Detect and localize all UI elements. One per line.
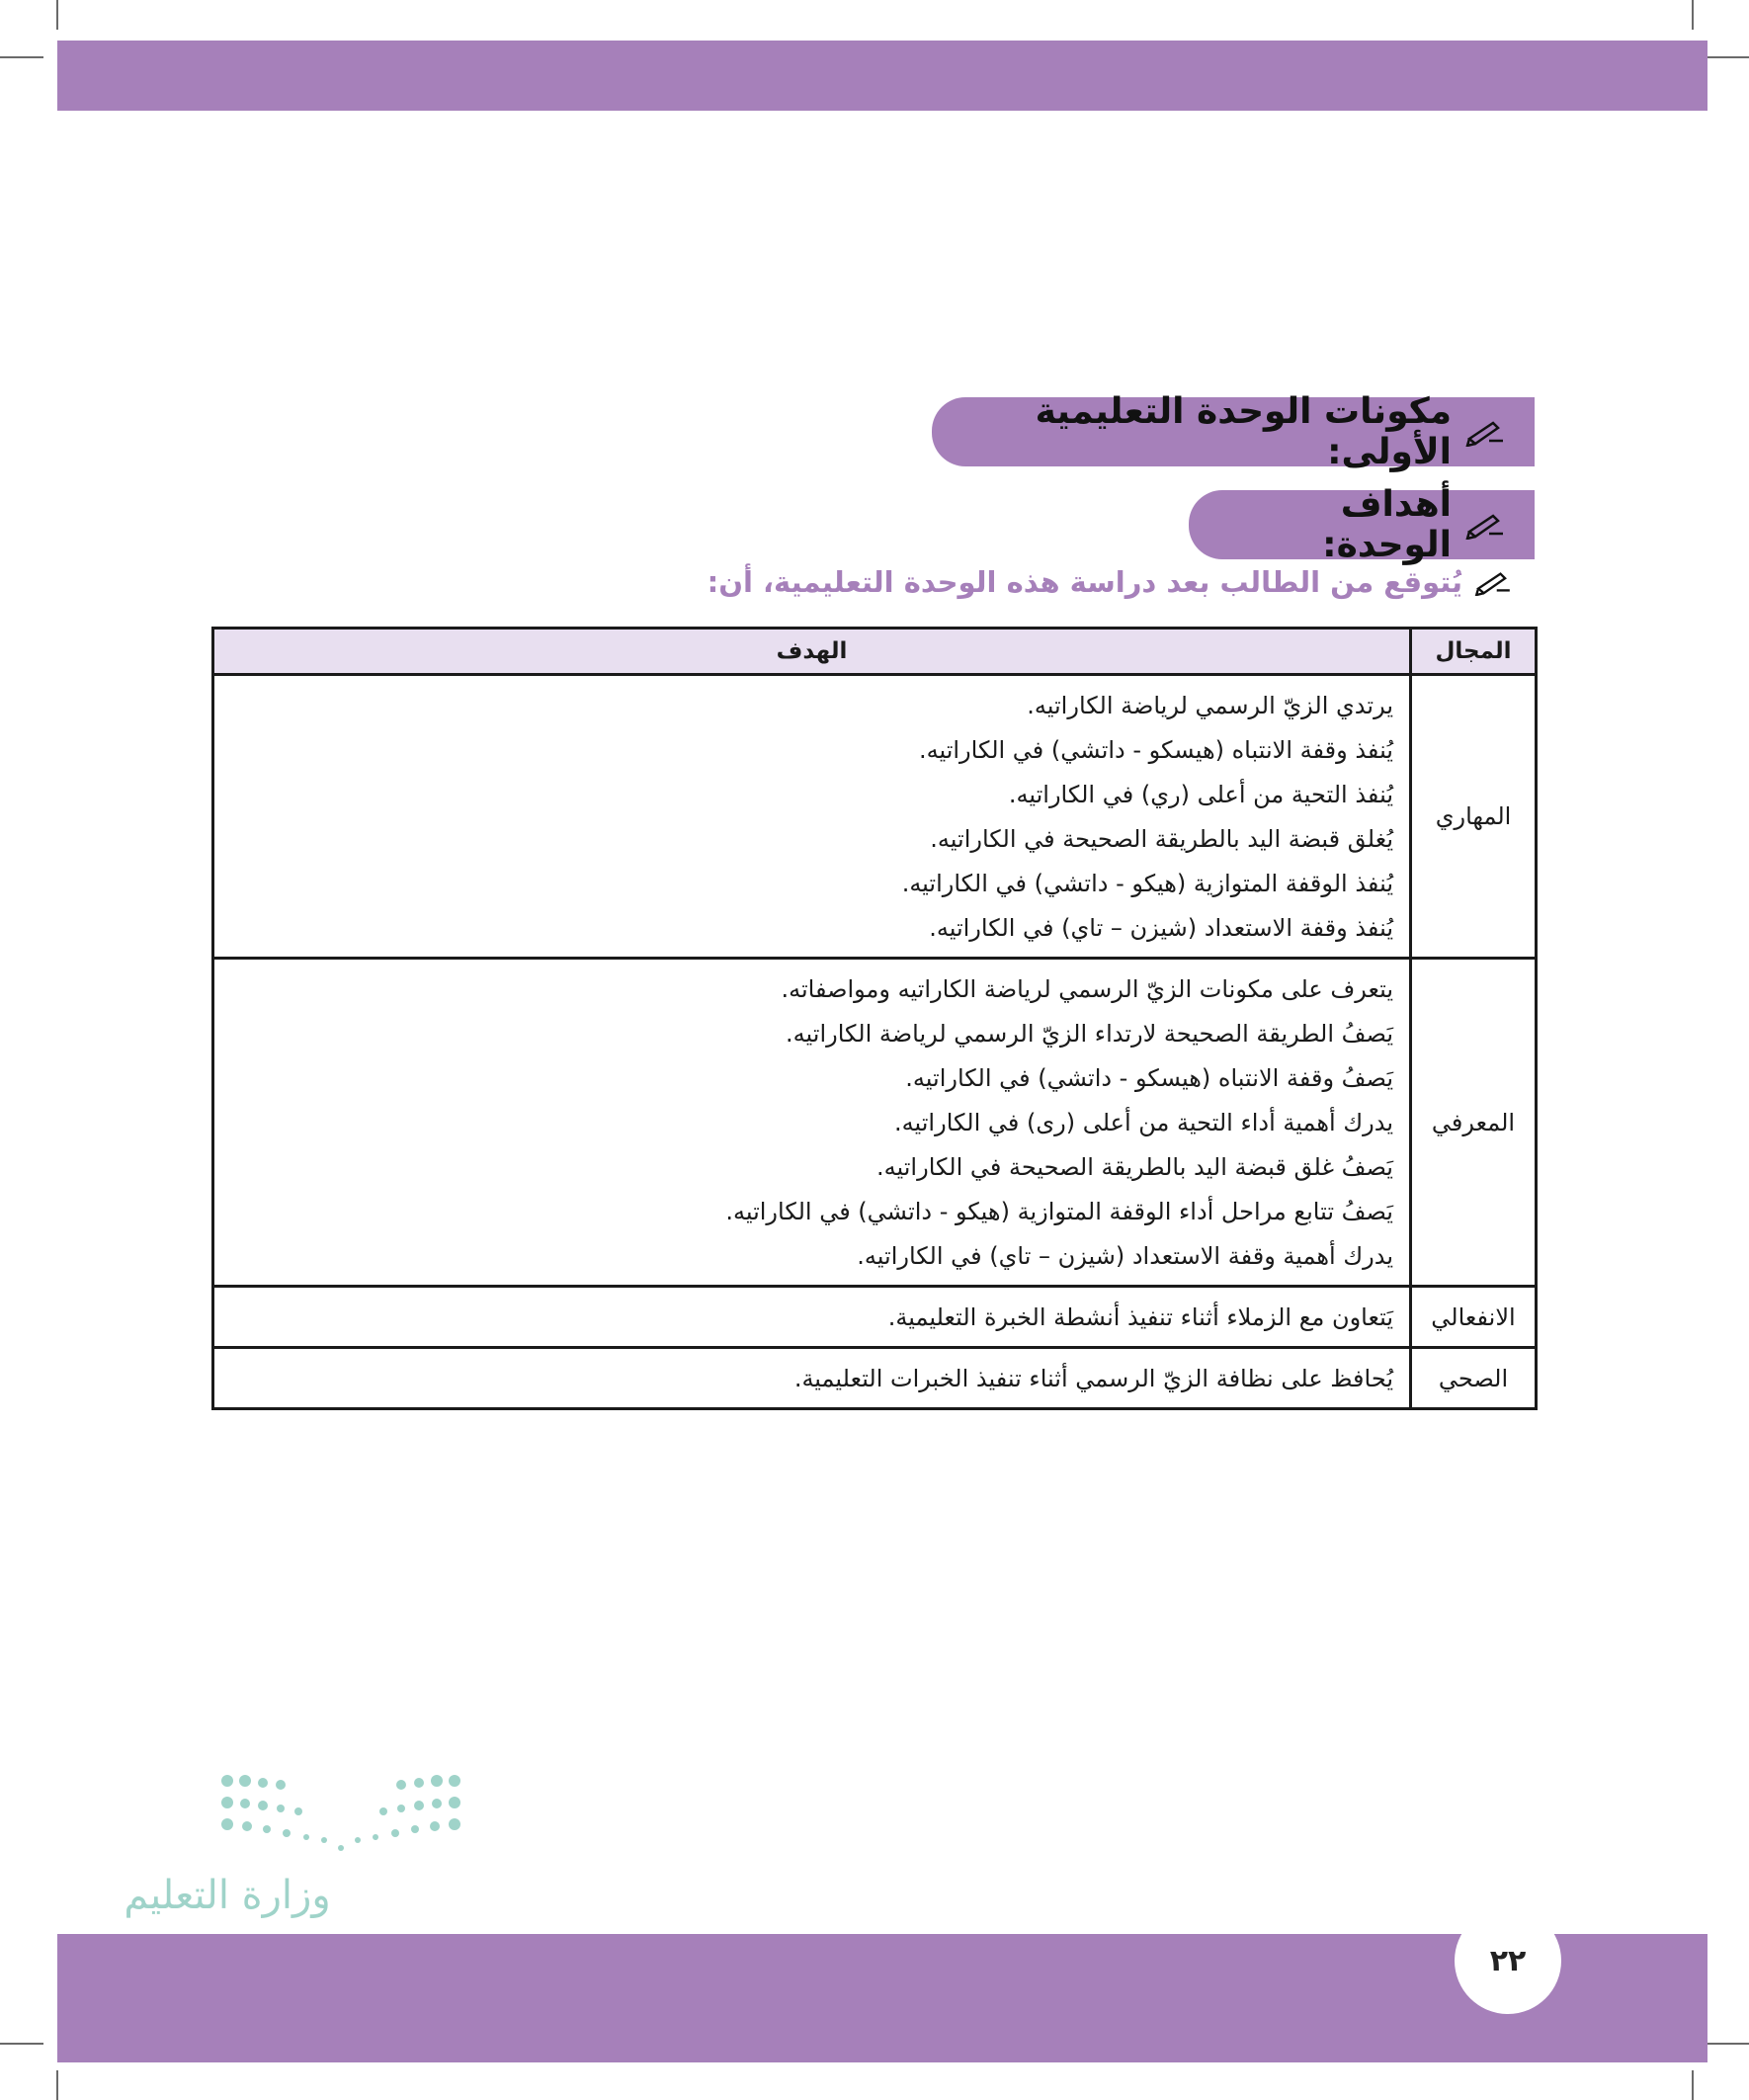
goal-item: يُغلق قبضة اليد بالطريقة الصحيحة في الكاراتيه. — [930, 825, 1393, 853]
writing-hand-icon — [1474, 568, 1512, 596]
goal-item: يتعرف على مكونات الزيّ الرسمي لرياضة الكاراتيه ومواصفاته. — [781, 975, 1393, 1003]
crop-mark — [0, 2043, 43, 2045]
goal-item: يرتدي الزيّ الرسمي لرياضة الكاراتيه. — [1027, 692, 1393, 719]
section-title: مكونات الوحدة التعليمية الأولى: — [1035, 391, 1452, 472]
section-heading — [932, 391, 1535, 472]
writing-hand-icon — [1465, 417, 1505, 447]
subsection-heading — [1189, 484, 1535, 565]
domain-header: المجال — [1411, 629, 1537, 675]
goal-cell — [213, 959, 1411, 1287]
domain-cell: المعرفي — [1411, 959, 1537, 1287]
crop-mark — [1692, 0, 1694, 30]
crop-mark — [1706, 56, 1749, 58]
page-number: ٢٢ — [1455, 1907, 1561, 2014]
goal-item: يُنفذ وقفة الاستعداد (شيزن – تاي) في الكاراتيه. — [929, 914, 1393, 942]
domain-cell: الصحي — [1411, 1348, 1537, 1409]
table-row — [213, 1348, 1537, 1409]
goal-cell — [213, 1287, 1411, 1348]
subsection-title: أهداف الوحدة: — [1322, 484, 1452, 565]
table-row — [213, 675, 1537, 959]
table-row — [213, 959, 1537, 1287]
table-header-row — [213, 629, 1537, 675]
crop-mark — [0, 56, 43, 58]
goal-item: يُنفذ التحية من أعلى (ري) في الكاراتيه. — [1008, 781, 1393, 808]
goal-item: يُحافظ على نظافة الزيّ الرسمي أثناء تنفيذ الخبرات التعليمية. — [793, 1365, 1393, 1392]
writing-hand-icon — [1465, 510, 1505, 540]
goal-item: يدرك أهمية أداء التحية من أعلى (رى) في الكاراتيه. — [894, 1109, 1393, 1136]
goal-item: يَصفُ وقفة الانتباه (هيسكو - داتشي) في الكاراتيه. — [905, 1064, 1393, 1092]
goal-item: يُنفذ وقفة الانتباه (هيسكو - داتشي) في الكاراتيه. — [918, 736, 1393, 764]
crop-mark — [56, 2070, 58, 2100]
domain-cell: الانفعالي — [1411, 1287, 1537, 1348]
goal-item: يُنفذ الوقفة المتوازية (هيكو - داتشي) في الكاراتيه. — [901, 870, 1393, 897]
crop-mark — [1692, 2070, 1694, 2100]
intro-line — [524, 565, 1512, 599]
goal-item: يَصفُ الطريقة الصحيحة لارتداء الزيّ الرسمي لرياضة الكاراتيه. — [786, 1020, 1393, 1048]
table-row — [213, 1287, 1537, 1348]
domain-cell: المهاري — [1411, 675, 1537, 959]
goal-item: يدرك أهمية وقفة الاستعداد (شيزن – تاي) في الكاراتيه. — [857, 1242, 1393, 1270]
ministry-logo-text: وزارة التعليم — [124, 1873, 331, 1918]
goal-item: يَصفُ تتابع مراحل أداء الوقفة المتوازية (هيكو - داتشي) في الكاراتيه. — [725, 1198, 1393, 1225]
goal-cell — [213, 1348, 1411, 1409]
header-band — [57, 41, 1707, 111]
crop-mark — [1706, 2043, 1749, 2045]
crop-mark — [56, 0, 58, 30]
goals-table — [211, 627, 1538, 1410]
goal-item: يَصفُ غلق قبضة اليد بالطريقة الصحيحة في الكاراتيه. — [876, 1153, 1393, 1181]
intro-text: يُتوقع من الطالب بعد دراسة هذه الوحدة التعليمية، أن: — [707, 565, 1462, 599]
goal-header: الهدف — [213, 629, 1411, 675]
goal-item: يَتعاون مع الزملاء أثناء تنفيذ أنشطة الخبرة التعليمية. — [887, 1303, 1393, 1331]
goal-cell — [213, 675, 1411, 959]
